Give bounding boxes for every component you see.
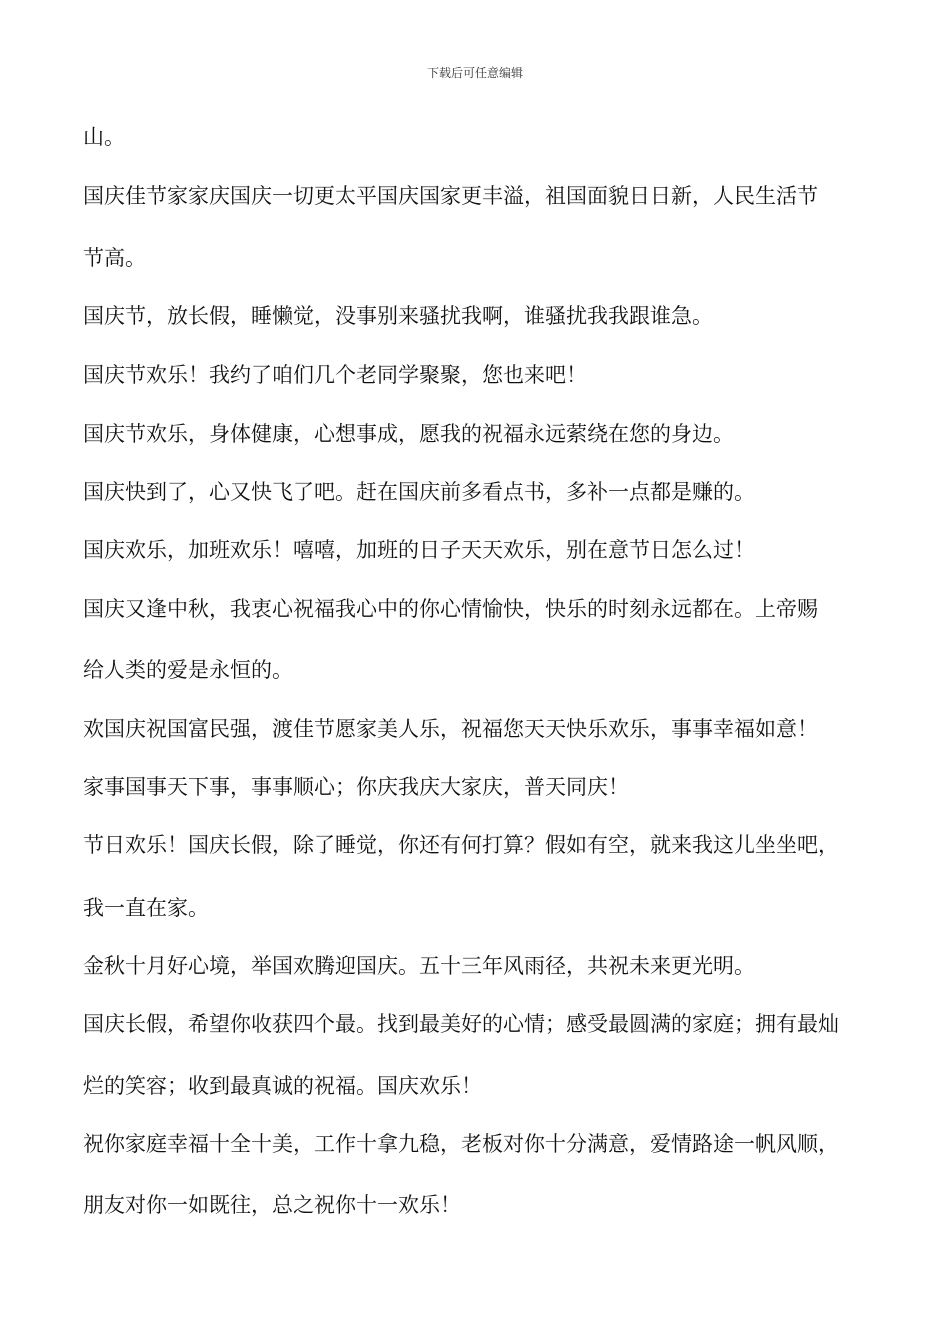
text-line: 欢国庆祝国富民强，渡佳节愿家美人乐，祝福您天天快乐欢乐，事事幸福如意！: [83, 717, 818, 741]
text-line: 烂的笑容；收到最真诚的祝福。国庆欢乐！: [83, 1074, 482, 1098]
text-line: 国庆快到了，心又快飞了吧。赶在国庆前多看点书，多补一点都是赚的。: [83, 480, 755, 504]
text-line: 我一直在家。: [83, 896, 209, 920]
text-line: 山。: [83, 125, 125, 149]
text-line: 国庆节，放长假，睡懒觉，没事别来骚扰我啊，谁骚扰我我跟谁急。: [83, 304, 713, 328]
text-line: 金秋十月好心境，举国欢腾迎国庆。五十三年风雨径，共祝未来更光明。: [83, 954, 755, 978]
text-line: 给人类的爱是永恒的。: [83, 658, 293, 682]
text-line: 国庆佳节家家庆国庆一切更太平国庆国家更丰溢，祖国面貌日日新，人民生活节: [83, 184, 818, 208]
page-header: 下载后可任意编辑: [426, 66, 523, 80]
text-line: 国庆欢乐，加班欢乐！嘻嘻，加班的日子天天欢乐，别在意节日怎么过！: [83, 538, 755, 562]
text-line: 国庆节欢乐，身体健康，心想事成，愿我的祝福永远萦绕在您的身边。: [83, 422, 734, 446]
text-line: 节高。: [83, 246, 146, 270]
text-line: 国庆长假，希望你收获四个最。找到最美好的心情；感受最圆满的家庭；拥有最灿: [83, 1012, 839, 1036]
text-line: 节日欢乐！国庆长假，除了睡觉，你还有何打算？假如有空，就来我这儿坐坐吧，: [83, 833, 839, 857]
text-line: 朋友对你一如既往，总之祝你十一欢乐！: [83, 1193, 461, 1217]
text-line: 家事国事天下事，事事顺心；你庆我庆大家庆，普天同庆！: [83, 775, 629, 799]
text-line: 祝你家庭幸福十全十美，工作十拿九稳，老板对你十分满意，爱情路途一帆风顺，: [83, 1132, 839, 1156]
text-line: 国庆节欢乐！我约了咱们几个老同学聚聚，您也来吧！: [83, 363, 587, 387]
text-line: 国庆又逢中秋，我衷心祝福我心中的你心情愉快，快乐的时刻永远都在。上帝赐: [83, 597, 818, 621]
